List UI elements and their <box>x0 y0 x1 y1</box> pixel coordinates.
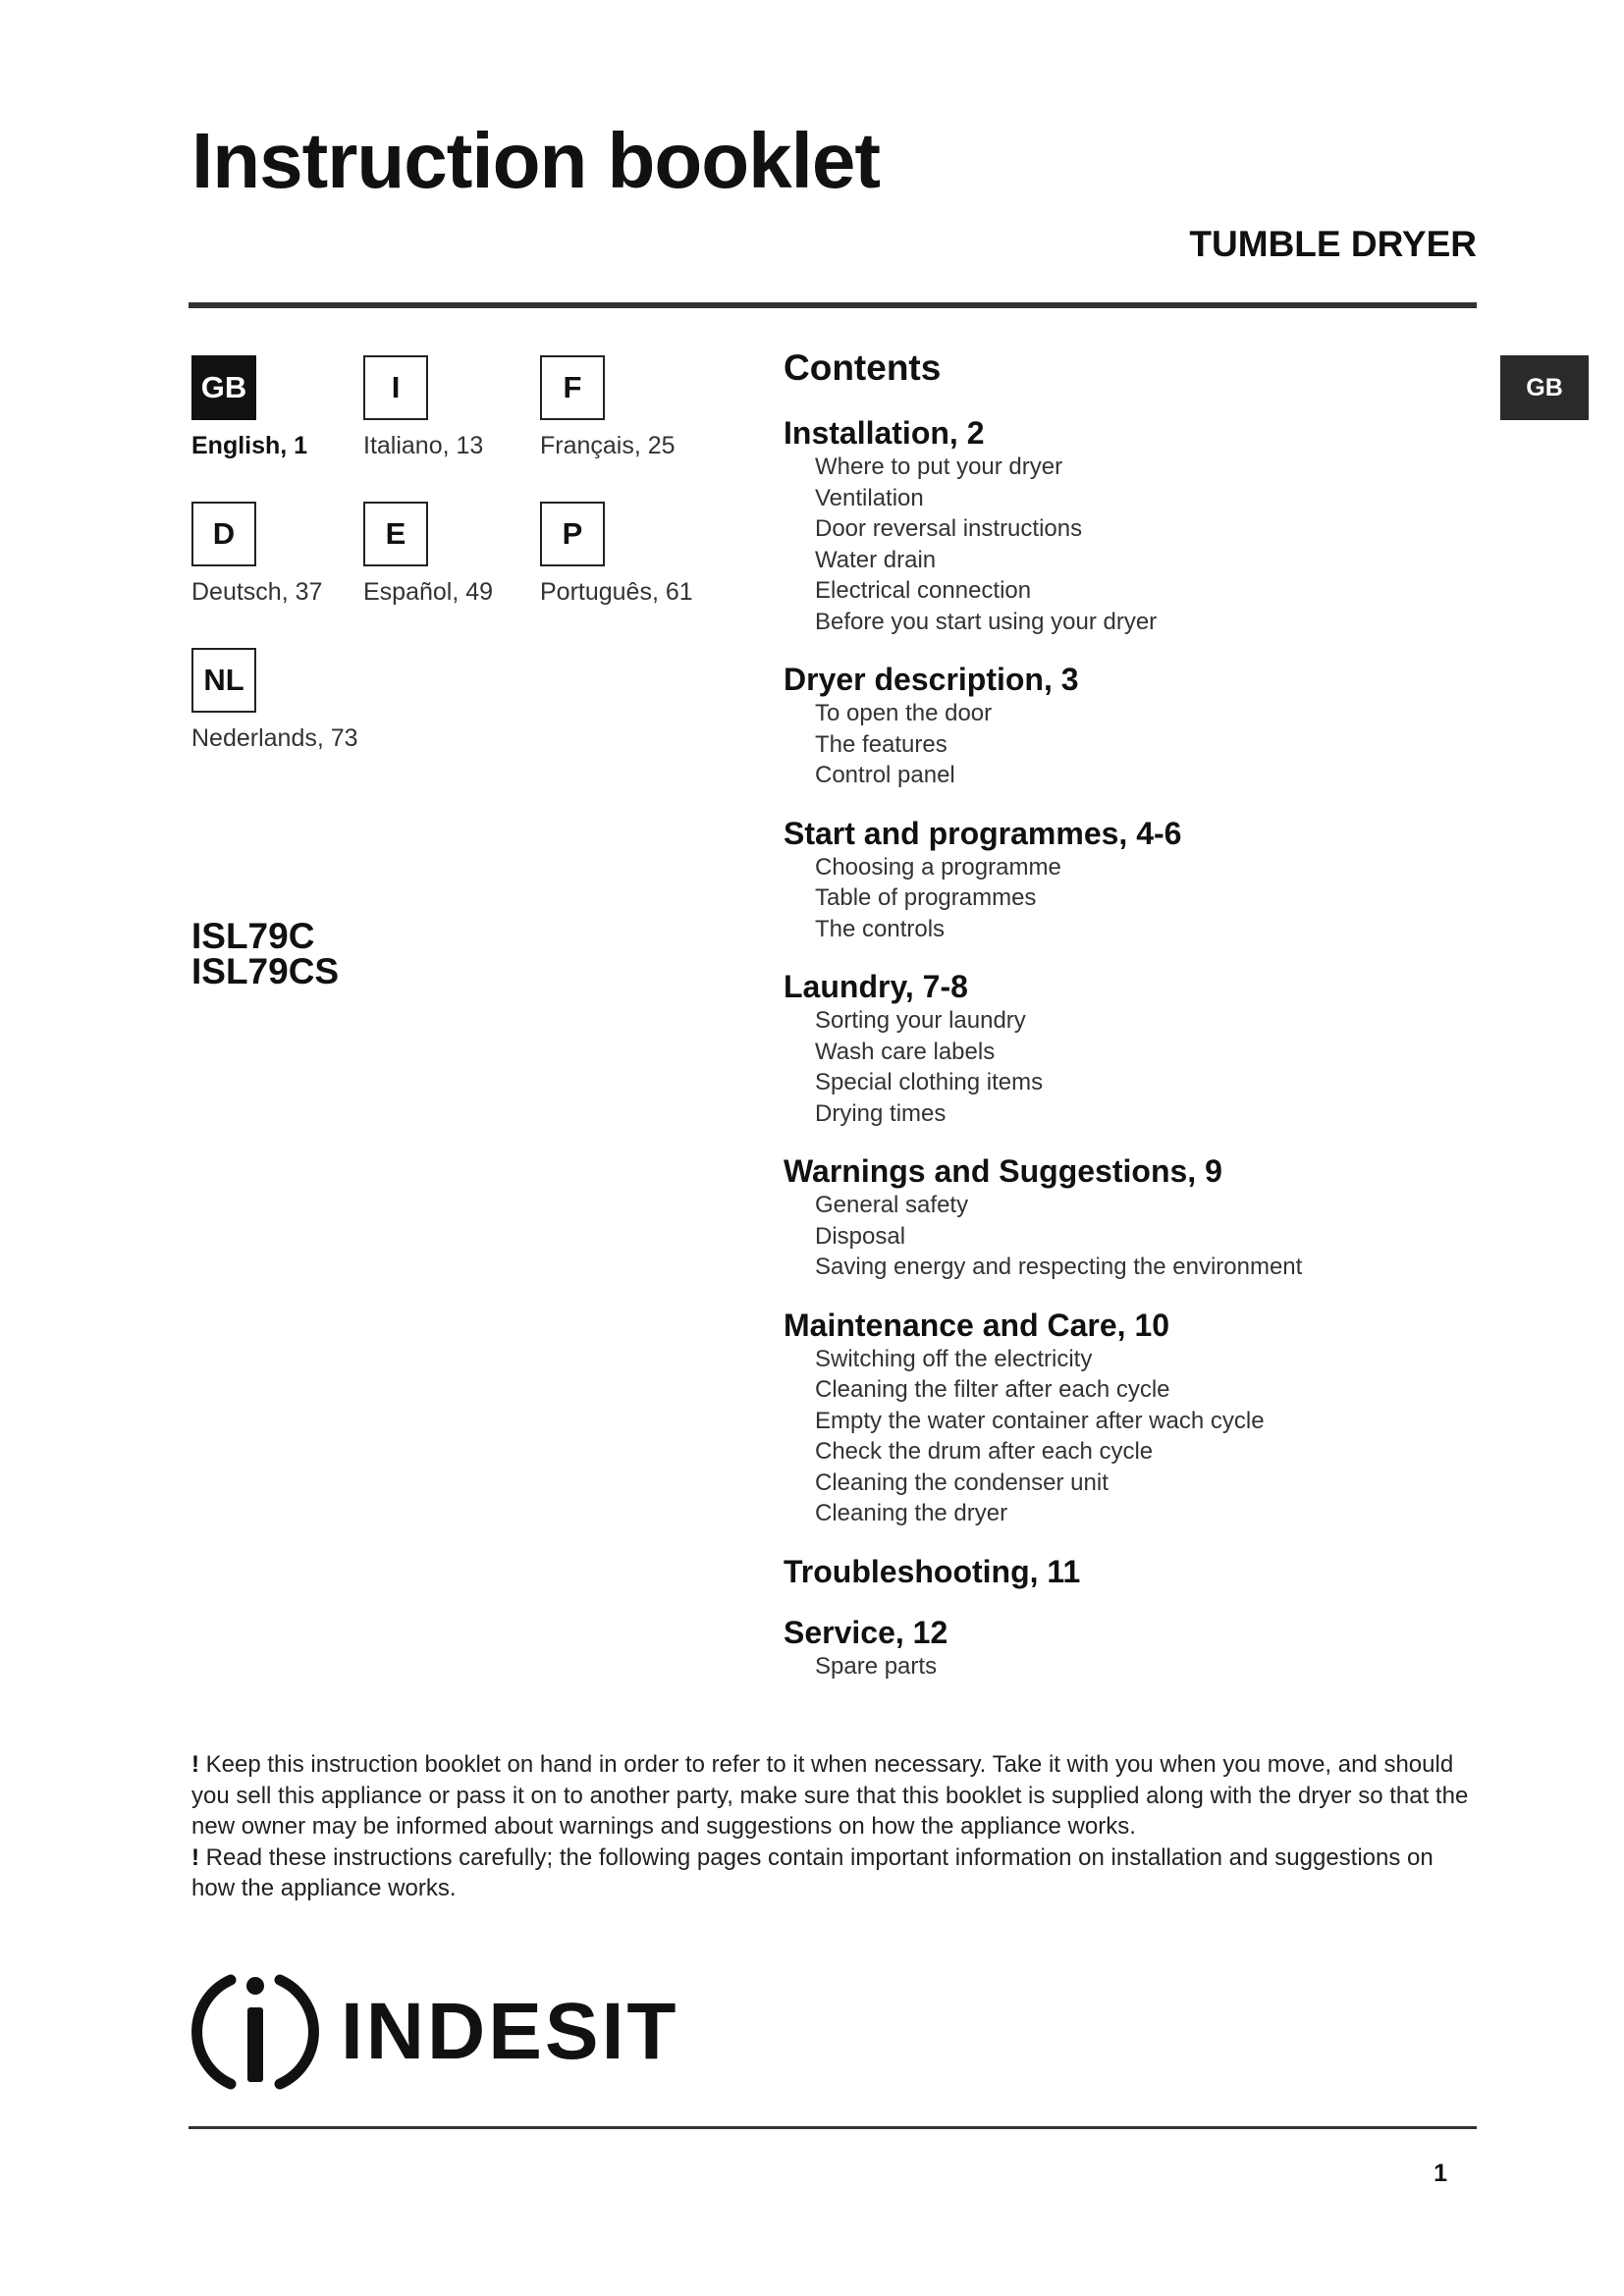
language-code-box: D <box>191 502 256 566</box>
contents-item[interactable]: Special clothing items <box>815 1069 1044 1095</box>
contents-section <box>784 968 1490 1129</box>
contents-item[interactable]: Control panel <box>815 762 955 788</box>
contents-section <box>784 815 1490 945</box>
language-label: Italiano, 13 <box>363 432 484 459</box>
contents-item[interactable]: Drying times <box>815 1099 947 1127</box>
model-number: ISL79CS <box>191 951 340 991</box>
contents-item-list <box>815 1005 1490 1129</box>
contents-section-title[interactable]: Warnings and Suggestions, 9 <box>784 1153 1222 1189</box>
language-label: Español, 49 <box>363 578 494 606</box>
language-code-box: F <box>540 355 605 420</box>
contents-item[interactable]: Wash care labels <box>815 1038 996 1065</box>
contents-section-title[interactable]: Dryer description, 3 <box>784 662 1079 697</box>
contents-item[interactable]: Ventilation <box>815 484 924 511</box>
contents-item[interactable]: The controls <box>815 915 946 942</box>
contents-item[interactable]: Before you start using your dryer <box>815 608 1158 635</box>
note-text: Read these instructions carefully; the following pages contain important information on installation and suggestions on how the appliance works. <box>191 1843 1434 1901</box>
note-paragraph <box>191 1842 1483 1904</box>
contents-item-list <box>815 1344 1490 1529</box>
contents-section <box>784 1614 1490 1682</box>
contents-item[interactable]: Sorting your laundry <box>815 1007 1026 1034</box>
contents-item[interactable]: Spare parts <box>815 1652 938 1680</box>
contents-item[interactable]: Cleaning the condenser unit <box>815 1468 1109 1496</box>
language-code-box: NL <box>191 648 256 713</box>
product-type: TUMBLE DRYER <box>1189 224 1477 264</box>
indesit-logo-icon <box>191 1968 319 2096</box>
contents-item[interactable]: Check the drum after each cycle <box>815 1438 1154 1465</box>
contents-section <box>784 1152 1490 1283</box>
contents-section <box>784 1307 1490 1529</box>
language-item-gb[interactable] <box>191 355 307 460</box>
warning-mark: ! <box>191 1751 199 1778</box>
contents-section <box>784 661 1490 791</box>
contents-item[interactable]: Cleaning the dryer <box>815 1500 1008 1526</box>
contents-heading: Contents <box>784 347 942 388</box>
contents-item[interactable]: Saving energy and respecting the environment <box>815 1254 1303 1280</box>
contents-section-title[interactable]: Troubleshooting, 11 <box>784 1553 1081 1589</box>
contents-item[interactable]: Where to put your dryer <box>815 454 1063 480</box>
contents-item[interactable]: The features <box>815 730 947 758</box>
contents-item-list <box>815 1190 1490 1283</box>
contents-item[interactable]: Disposal <box>815 1222 906 1250</box>
note-paragraph <box>191 1749 1483 1842</box>
note-text: Keep this instruction booklet on hand in order to refer to it when necessary. Take it with you when you move, and should you sell this appliance or pass it on to another party, make sure that this booklet is supplied along with the dryer so that the new owner may be informed about warnings and suggestions on how the appliance works. <box>191 1751 1469 1840</box>
language-label: Português, 61 <box>540 578 693 606</box>
model-numbers <box>191 916 340 991</box>
top-divider <box>189 302 1477 308</box>
contents-item[interactable]: Table of programmes <box>815 884 1037 911</box>
contents-item[interactable]: Electrical connection <box>815 577 1032 604</box>
table-of-contents <box>784 347 1490 1705</box>
contents-item-list <box>815 452 1490 637</box>
language-code-box: I <box>363 355 428 420</box>
contents-section <box>784 414 1490 637</box>
language-code-box: GB <box>191 355 256 420</box>
language-side-tab: GB <box>1500 355 1589 420</box>
contents-sections <box>784 414 1490 1682</box>
contents-section-title[interactable]: Installation, 2 <box>784 415 985 451</box>
contents-item-list <box>815 852 1490 945</box>
contents-item[interactable]: Choosing a programme <box>815 853 1061 881</box>
contents-item[interactable]: General safety <box>815 1192 969 1218</box>
language-item-p[interactable] <box>540 502 693 607</box>
contents-section-title[interactable]: Laundry, 7-8 <box>784 969 968 1004</box>
model-number: ISL79C <box>191 916 315 956</box>
contents-item[interactable]: To open the door <box>815 700 993 726</box>
brand-logo <box>191 1968 678 2096</box>
contents-item[interactable]: Water drain <box>815 546 937 573</box>
page-number: 1 <box>1434 2160 1447 2187</box>
brand-name: INDESIT <box>341 1987 679 2076</box>
language-code-box: P <box>540 502 605 566</box>
warning-mark: ! <box>191 1843 199 1871</box>
language-label: English, 1 <box>191 432 308 459</box>
contents-item[interactable]: Door reversal instructions <box>815 515 1083 542</box>
contents-item[interactable]: Empty the water container after wach cycle <box>815 1407 1265 1434</box>
language-label: Nederlands, 73 <box>191 724 358 752</box>
contents-section-title[interactable]: Service, 12 <box>784 1614 948 1650</box>
language-item-d[interactable] <box>191 502 322 607</box>
language-item-nl[interactable] <box>191 648 358 753</box>
contents-item-list <box>815 698 1490 791</box>
language-code-box: E <box>363 502 428 566</box>
language-item-f[interactable] <box>540 355 676 460</box>
contents-item-list <box>815 1651 1490 1682</box>
language-label: Deutsch, 37 <box>191 578 323 606</box>
language-label: Français, 25 <box>540 432 676 459</box>
bottom-divider <box>189 2126 1477 2129</box>
contents-item[interactable]: Cleaning the filter after each cycle <box>815 1376 1170 1403</box>
page-title: Instruction booklet <box>191 117 880 204</box>
language-item-i[interactable] <box>363 355 483 460</box>
contents-section-title[interactable]: Start and programmes, 4-6 <box>784 815 1182 851</box>
contents-section-title[interactable]: Maintenance and Care, 10 <box>784 1307 1170 1343</box>
contents-item[interactable]: Switching off the electricity <box>815 1345 1093 1372</box>
language-item-e[interactable] <box>363 502 493 607</box>
usage-notes <box>191 1749 1483 1904</box>
contents-section <box>784 1553 1490 1590</box>
